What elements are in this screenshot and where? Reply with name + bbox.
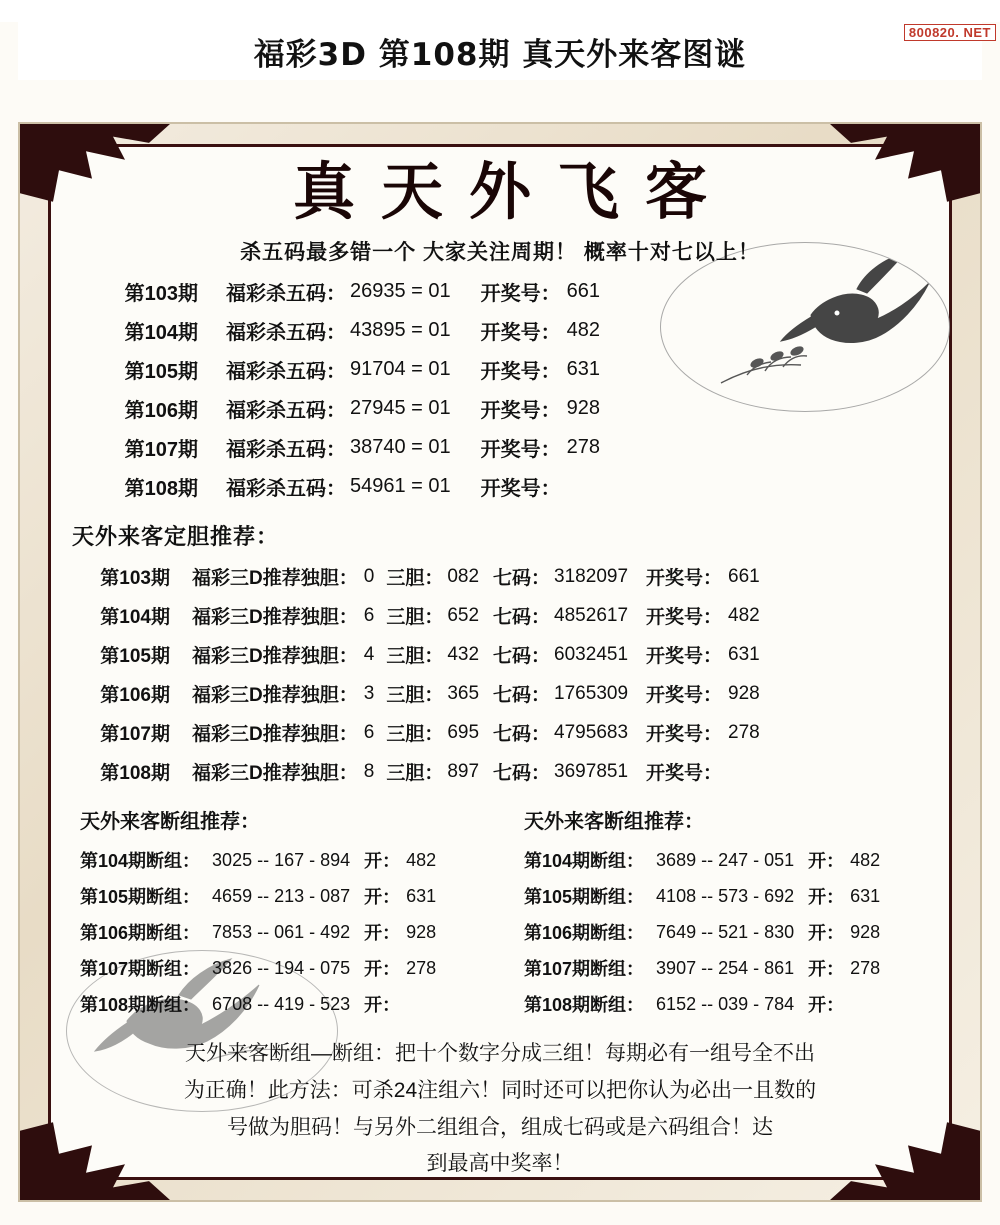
group-open-label: 开： bbox=[364, 851, 401, 872]
kill-open-label: 开奖号： bbox=[480, 400, 561, 423]
dan-row bbox=[66, 752, 934, 791]
group-row bbox=[500, 842, 934, 878]
kill-open-value: 278 bbox=[566, 436, 601, 459]
dan-open-label: 开奖号： bbox=[646, 607, 723, 629]
kill-open-value: 661 bbox=[566, 280, 601, 303]
dan-single: 4 bbox=[363, 643, 375, 665]
group-open-value: 278 bbox=[850, 957, 881, 978]
dan-three-value: 652 bbox=[447, 604, 480, 626]
group-numbers: 7853 -- 061 - 492 bbox=[212, 921, 351, 942]
kill-issue: 第103期 bbox=[124, 283, 198, 306]
group-open-label: 开： bbox=[364, 959, 401, 980]
dan-three-label: 三胆： bbox=[386, 646, 444, 668]
dan-seven-label: 七码： bbox=[493, 568, 551, 590]
kill-open-label: 开奖号： bbox=[480, 439, 561, 462]
group-row bbox=[500, 878, 934, 914]
dan-single: 3 bbox=[363, 682, 375, 704]
dan-seven-value: 4795683 bbox=[554, 721, 629, 743]
dan-open-value: 482 bbox=[728, 604, 760, 626]
kill-open-label: 开奖号： bbox=[480, 283, 561, 306]
dan-issue: 第103期 bbox=[100, 568, 170, 590]
dan-label: 福彩三D推荐独胆： bbox=[192, 763, 358, 785]
page-title: 福彩3D 第108期 真天外来客图谜 bbox=[253, 36, 747, 73]
dan-three-label: 三胆： bbox=[386, 763, 444, 785]
poster-page bbox=[0, 22, 1000, 1225]
group-issue: 第108期断组： bbox=[80, 995, 201, 1016]
dan-seven-value: 4852617 bbox=[554, 604, 629, 626]
dan-row bbox=[66, 557, 934, 596]
group-column-right bbox=[500, 805, 934, 1022]
group-open-label: 开： bbox=[808, 995, 845, 1016]
dan-issue: 第107期 bbox=[100, 724, 170, 746]
group-row bbox=[500, 986, 934, 1022]
group-numbers: 6708 -- 419 - 523 bbox=[212, 993, 351, 1014]
dan-seven-label: 七码： bbox=[493, 607, 551, 629]
kill-issue: 第107期 bbox=[124, 439, 198, 462]
decorative-frame bbox=[18, 122, 982, 1202]
kill-open-value: 482 bbox=[566, 319, 601, 342]
kill-numbers: 38740 = 01 bbox=[350, 436, 451, 459]
dan-row bbox=[66, 596, 934, 635]
kill-five-row bbox=[66, 428, 934, 467]
kill-numbers: 43895 = 01 bbox=[350, 319, 451, 342]
kill-issue: 第104期 bbox=[124, 322, 198, 345]
group-open-label: 开： bbox=[808, 887, 845, 908]
dan-three-value: 082 bbox=[447, 565, 480, 587]
poster-content bbox=[66, 152, 934, 1174]
dan-three-value: 365 bbox=[447, 682, 480, 704]
group-numbers: 7649 -- 521 - 830 bbox=[656, 921, 795, 942]
kill-issue: 第105期 bbox=[124, 361, 198, 384]
kill-numbers: 27945 = 01 bbox=[350, 397, 451, 420]
brush-title: 真天外飞客 bbox=[292, 155, 733, 228]
group-open-label: 开： bbox=[364, 887, 401, 908]
kill-issue: 第106期 bbox=[124, 400, 198, 423]
dan-list bbox=[66, 557, 934, 791]
dan-three-value: 695 bbox=[447, 721, 480, 743]
dan-single: 0 bbox=[363, 565, 375, 587]
group-column-left bbox=[66, 805, 500, 1022]
dan-seven-label: 七码： bbox=[493, 763, 551, 785]
group-issue: 第108期断组： bbox=[524, 995, 645, 1016]
footer-line-2: 为正确！此方法：可杀24注组六！同时还可以把你认为必出一且数的 bbox=[183, 1078, 817, 1102]
group-issue: 第105期断组： bbox=[524, 887, 645, 908]
kill-numbers: 54961 = 01 bbox=[350, 475, 451, 498]
group-numbers: 3826 -- 194 - 075 bbox=[212, 957, 351, 978]
group-open-value: 482 bbox=[850, 849, 881, 870]
dan-three-label: 三胆： bbox=[386, 685, 444, 707]
group-columns bbox=[66, 805, 934, 1022]
dan-single: 8 bbox=[363, 760, 375, 782]
poster-subtitle: 杀五码最多错一个 大家关注周期！ 概率十对七以上！ bbox=[240, 241, 760, 265]
kill-numbers: 26935 = 01 bbox=[350, 280, 451, 303]
group-row bbox=[500, 950, 934, 986]
dan-row bbox=[66, 635, 934, 674]
kill-label: 福彩杀五码： bbox=[226, 478, 346, 501]
group-open-value: 631 bbox=[406, 885, 437, 906]
group-right-heading: 天外来客断组推荐： bbox=[524, 811, 704, 834]
dan-issue: 第108期 bbox=[100, 763, 170, 785]
kill-open-label: 开奖号： bbox=[480, 322, 561, 345]
group-issue: 第104期断组： bbox=[80, 851, 201, 872]
dan-seven-value: 6032451 bbox=[554, 643, 629, 665]
footer-line-3: 号做为胆码！与另外二组组合，组成七码或是六码组合！达 bbox=[227, 1115, 773, 1139]
group-numbers: 4659 -- 213 - 087 bbox=[212, 885, 351, 906]
kill-label: 福彩杀五码： bbox=[226, 283, 346, 306]
kill-label: 福彩杀五码： bbox=[226, 439, 346, 462]
group-numbers: 3907 -- 254 - 861 bbox=[656, 957, 795, 978]
dan-three-label: 三胆： bbox=[386, 568, 444, 590]
group-open-label: 开： bbox=[808, 959, 845, 980]
group-row bbox=[66, 914, 500, 950]
dan-seven-value: 1765309 bbox=[554, 682, 629, 704]
dan-open-value: 278 bbox=[728, 721, 760, 743]
footer-explanation bbox=[66, 1036, 934, 1183]
dan-single: 6 bbox=[363, 721, 375, 743]
kill-open-label: 开奖号： bbox=[480, 478, 561, 501]
dan-open-label: 开奖号： bbox=[646, 685, 723, 707]
kill-label: 福彩杀五码： bbox=[226, 322, 346, 345]
dan-label: 福彩三D推荐独胆： bbox=[192, 607, 358, 629]
dan-seven-label: 七码： bbox=[493, 724, 551, 746]
dan-issue: 第104期 bbox=[100, 607, 170, 629]
dan-section-heading: 天外来客定胆推荐： bbox=[72, 524, 280, 550]
group-issue: 第104期断组： bbox=[524, 851, 645, 872]
group-open-value: 482 bbox=[406, 849, 437, 870]
dan-three-value: 897 bbox=[447, 760, 480, 782]
group-issue: 第106期断组： bbox=[80, 923, 201, 944]
kill-open-label: 开奖号： bbox=[480, 361, 561, 384]
kill-five-row bbox=[66, 389, 934, 428]
dan-label: 福彩三D推荐独胆： bbox=[192, 646, 358, 668]
kill-numbers: 91704 = 01 bbox=[350, 358, 451, 381]
dan-seven-label: 七码： bbox=[493, 685, 551, 707]
group-issue: 第107期断组： bbox=[80, 959, 201, 980]
footer-line-4: 到最高中奖率！ bbox=[426, 1152, 574, 1176]
dan-label: 福彩三D推荐独胆： bbox=[192, 724, 358, 746]
group-issue: 第107期断组： bbox=[524, 959, 645, 980]
dan-single: 6 bbox=[363, 604, 375, 626]
group-open-value: 928 bbox=[406, 921, 437, 942]
dan-issue: 第105期 bbox=[100, 646, 170, 668]
dan-open-label: 开奖号： bbox=[646, 568, 723, 590]
kill-open-value: 631 bbox=[566, 358, 601, 381]
site-watermark: 800820. NET bbox=[904, 24, 996, 41]
group-open-value: 631 bbox=[850, 885, 881, 906]
group-open-label: 开： bbox=[808, 851, 845, 872]
kill-open-value: 928 bbox=[566, 397, 601, 420]
group-row bbox=[66, 878, 500, 914]
header-band bbox=[18, 22, 982, 80]
group-open-label: 开： bbox=[364, 923, 401, 944]
group-issue: 第106期断组： bbox=[524, 923, 645, 944]
group-numbers: 4108 -- 573 - 692 bbox=[656, 885, 795, 906]
group-issue: 第105期断组： bbox=[80, 887, 201, 908]
dan-row bbox=[66, 713, 934, 752]
dan-label: 福彩三D推荐独胆： bbox=[192, 568, 358, 590]
dan-label: 福彩三D推荐独胆： bbox=[192, 685, 358, 707]
dan-open-label: 开奖号： bbox=[646, 724, 723, 746]
group-left-heading: 天外来客断组推荐： bbox=[80, 811, 260, 834]
dan-three-label: 三胆： bbox=[386, 724, 444, 746]
group-open-value: 928 bbox=[850, 921, 881, 942]
kill-five-row bbox=[66, 467, 934, 506]
dan-open-label: 开奖号： bbox=[646, 763, 723, 785]
dan-open-label: 开奖号： bbox=[646, 646, 723, 668]
group-open-value: 278 bbox=[406, 957, 437, 978]
footer-line-1: 天外来客断组—断组：把十个数字分成三组！每期必有一组号全不出 bbox=[185, 1042, 815, 1066]
kill-five-row bbox=[66, 350, 934, 389]
dan-seven-label: 七码： bbox=[493, 646, 551, 668]
kill-issue: 第108期 bbox=[124, 478, 198, 501]
group-open-label: 开： bbox=[364, 995, 401, 1016]
group-row bbox=[66, 950, 500, 986]
group-numbers: 3025 -- 167 - 894 bbox=[212, 849, 351, 870]
dan-open-value: 631 bbox=[728, 643, 760, 665]
group-numbers: 3689 -- 247 - 051 bbox=[656, 849, 795, 870]
group-row bbox=[66, 986, 500, 1022]
dan-three-value: 432 bbox=[447, 643, 480, 665]
kill-five-list bbox=[66, 272, 934, 506]
dan-three-label: 三胆： bbox=[386, 607, 444, 629]
group-row bbox=[66, 842, 500, 878]
kill-label: 福彩杀五码： bbox=[226, 361, 346, 384]
dan-issue: 第106期 bbox=[100, 685, 170, 707]
group-open-label: 开： bbox=[808, 923, 845, 944]
kill-five-row bbox=[66, 272, 934, 311]
dan-open-value: 661 bbox=[728, 565, 760, 587]
group-numbers: 6152 -- 039 - 784 bbox=[656, 993, 795, 1014]
dan-open-value: 928 bbox=[728, 682, 760, 704]
dan-seven-value: 3182097 bbox=[554, 565, 629, 587]
kill-five-row bbox=[66, 311, 934, 350]
group-row bbox=[500, 914, 934, 950]
dan-seven-value: 3697851 bbox=[554, 760, 629, 782]
dan-row bbox=[66, 674, 934, 713]
kill-label: 福彩杀五码： bbox=[226, 400, 346, 423]
